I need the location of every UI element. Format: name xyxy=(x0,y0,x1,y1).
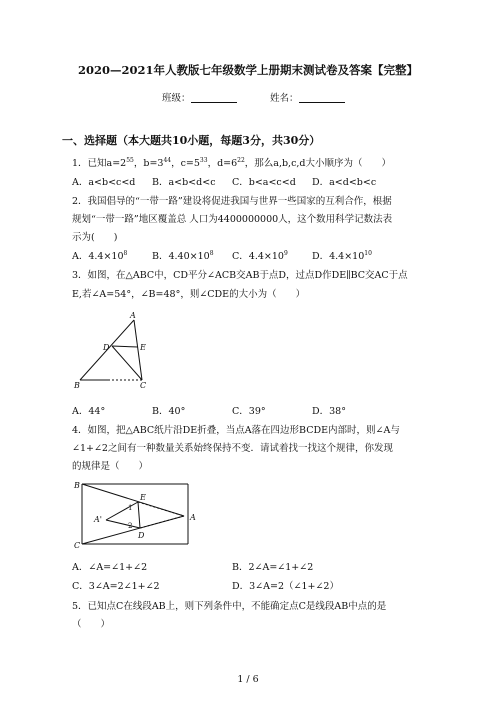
q2-opt-b-base: B．4.40×10 xyxy=(152,251,210,262)
q4-label-e: E xyxy=(140,493,146,502)
document-title: 2020—2021年人教版七年级数学上册期末测试卷及答案【完整】 xyxy=(77,63,418,77)
q4-line-3: 的规律是（ ） xyxy=(72,461,149,472)
q3-option-c: C．39° xyxy=(232,406,266,417)
q2-opt-c-base: C．4.4×10 xyxy=(232,251,284,262)
q5-line-2: （ ） xyxy=(72,619,111,630)
q2-opt-d-base: D．4.4×10 xyxy=(312,251,365,262)
q3-segment-de xyxy=(112,346,138,347)
q1-exp-d: 22 xyxy=(237,156,245,164)
q1-text-d: ，d=6 xyxy=(207,158,238,169)
q3-label-c: C xyxy=(140,381,147,390)
q4-label-a1: A' xyxy=(94,515,102,524)
q1-option-b: B．a<b<d<c xyxy=(152,177,216,188)
q3-label-d: D xyxy=(103,343,110,352)
q4-fold-de xyxy=(138,502,140,528)
q4-label-b: B xyxy=(74,481,80,490)
q1-text-a: 1．已知a=2 xyxy=(72,158,127,169)
q4-option-b: B．2∠A=∠1+∠2 xyxy=(232,562,314,573)
q4-angle-2: 2 xyxy=(128,522,133,530)
class-field xyxy=(162,90,237,104)
page-number: 1 / 6 xyxy=(237,674,259,685)
q2-opt-b-exp: 8 xyxy=(209,249,214,257)
q4-option-c: C．3∠A=2∠1+∠2 xyxy=(72,581,160,592)
class-label: 班级： xyxy=(162,93,191,104)
q2-line-3: 示为( ) xyxy=(72,232,118,243)
q3-option-a: A．44° xyxy=(72,406,106,417)
q4-fold-figure xyxy=(72,478,200,550)
q1-exp-a: 55 xyxy=(126,156,134,164)
q2-opt-d-exp: 10 xyxy=(364,249,372,257)
q3-line-1: 3．如图，在△ABC中，CD平分∠ACB交AB于点D，过点D作DE∥BC交AC于点 xyxy=(72,270,408,281)
q3-label-a: A xyxy=(130,311,136,320)
q4-option-d: D．3∠A=2（∠1+∠2） xyxy=(232,581,339,592)
q4-label-c: C xyxy=(74,541,81,550)
q3-line-2: E,若∠A=54°，∠B=48°，则∠CDE的大小为（ ） xyxy=(72,289,306,300)
q2-option-d xyxy=(312,248,372,262)
q5-line-1: 5．已知点C在线段AB上，则下列条件中，不能确定点C是线段AB中点的是 xyxy=(72,601,387,612)
name-blank xyxy=(299,92,345,103)
q4-angle-1: 1 xyxy=(128,504,133,512)
q1-option-c: C．b<a<c<d xyxy=(232,177,296,188)
q2-option-c xyxy=(232,248,288,262)
q4-option-a: A．∠A=∠1+∠2 xyxy=(72,562,148,573)
q2-option-a xyxy=(72,248,127,262)
q1-option-d: D．a<d<b<c xyxy=(312,177,377,188)
q3-option-b: B．40° xyxy=(152,406,186,417)
q4-line-1: 4．如图，把△ABC纸片沿DE折叠，当点A落在四边形BCDE内部时，则∠A与 xyxy=(72,425,400,436)
class-blank xyxy=(191,92,237,103)
q3-label-e: E xyxy=(140,343,146,352)
q1-text-suffix: ，那么a,b,c,d大小顺序为（ ） xyxy=(244,158,392,169)
question-1 xyxy=(72,155,391,169)
q2-line-1: 2．我国倡导的“一带一路”建设将促进我国与世界一些国家的互利合作，根据 xyxy=(72,196,392,207)
q4-label-a: A xyxy=(190,513,196,522)
name-field xyxy=(270,90,345,104)
q4-label-d: D xyxy=(138,531,145,540)
q2-option-b xyxy=(152,248,214,262)
q1-text-b: ，b=3 xyxy=(133,158,164,169)
q4-line-2: ∠1+∠2之间有一种数量关系始终保持不变．请试着找一找这个规律，你发现 xyxy=(72,443,393,454)
q4-folded-ea1 xyxy=(106,502,138,520)
q1-exp-b: 44 xyxy=(163,156,172,164)
q1-text-c: ，c=5 xyxy=(171,158,200,169)
q2-opt-a-exp: 8 xyxy=(123,249,128,257)
q4-folded-da1 xyxy=(106,520,140,528)
q3-triangle-figure xyxy=(72,310,162,390)
q3-segment-dc xyxy=(112,346,142,380)
q3-option-d: D．38° xyxy=(312,406,346,417)
q2-line-2: 规划“一带一路”地区覆盖总 人口为4400000000人，这个数用科学记数法表 xyxy=(72,214,393,225)
q1-option-a: A．a<b<c<d xyxy=(72,177,136,188)
q2-opt-a-base: A．4.4×10 xyxy=(72,251,124,262)
q3-label-b: B xyxy=(74,381,80,390)
section-heading: 一、选择题（本大题共10小题，每题3分，共30分） xyxy=(62,134,321,147)
q1-exp-c: 33 xyxy=(199,156,208,164)
q2-opt-c-exp: 9 xyxy=(283,249,288,257)
name-label: 姓名： xyxy=(270,93,299,104)
